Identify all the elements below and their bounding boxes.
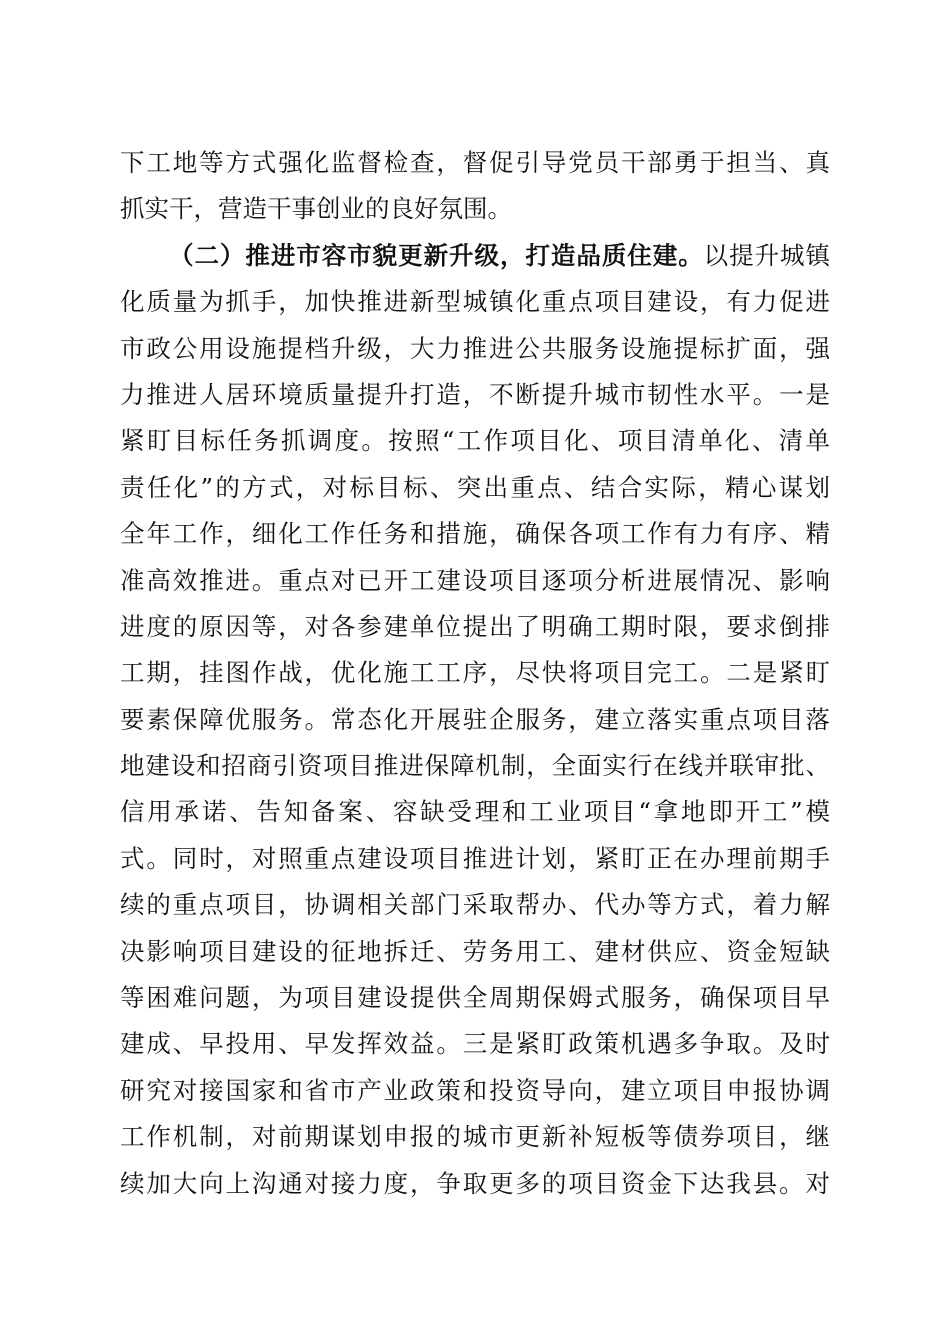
text-line: 信用承诺、告知备案、容缺受理和工业项目“拿地即开工”模: [120, 797, 830, 827]
text-line: 进度的原因等，对各参建单位提出了明确工期时限，要求倒排: [120, 611, 830, 641]
text-line: 续加大向上沟通对接力度，争取更多的项目资金下达我县。对: [120, 1168, 830, 1198]
text-line: 研究对接国家和省市产业政策和投资导向，建立项目申报协调: [120, 1075, 830, 1105]
text-line: 建成、早投用、早发挥效益。三是紧盯政策机遇多争取。及时: [120, 1029, 830, 1059]
text-line: 力推进人居环境质量提升打造，不断提升城市韧性水平。一是: [120, 379, 830, 409]
text-line: 工作机制，对前期谋划申报的城市更新补短板等债券项目，继: [120, 1122, 830, 1152]
text-line: 化质量为抓手，加快推进新型城镇化重点项目建设，有力促进: [120, 287, 830, 317]
text-line: 抓实干，营造干事创业的良好氛围。: [120, 194, 512, 224]
text-line: 准高效推进。重点对已开工建设项目逐项分析进展情况、影响: [120, 565, 830, 595]
text-line: 地建设和招商引资项目推进保障机制，全面实行在线并联审批、: [120, 751, 830, 781]
section-heading: （二）推进市容市貌更新升级，打造品质住建。: [169, 240, 704, 270]
text-line: 市政公用设施提档升级，大力推进公共服务设施提标扩面，强: [120, 333, 830, 363]
text-line-continuation: 以提升城镇: [703, 240, 831, 270]
text-line: 等困难问题，为项目建设提供全周期保姆式服务，确保项目早: [120, 983, 830, 1013]
text-line: 式。同时，对照重点建设项目推进计划，紧盯正在办理前期手: [120, 843, 830, 873]
section-heading-line: [120, 233, 830, 279]
text-line: 工期，挂图作战，优化施工工序，尽快将项目完工。二是紧盯: [120, 658, 830, 688]
text-line: 责任化”的方式，对标目标、突出重点、结合实际，精心谋划: [120, 472, 830, 502]
text-line: 要素保障优服务。常态化开展驻企服务，建立落实重点项目落: [120, 704, 830, 734]
text-line: 全年工作，细化工作任务和措施，确保各项工作有力有序、精: [120, 519, 830, 549]
text-line: 续的重点项目，协调相关部门采取帮办、代办等方式，着力解: [120, 890, 830, 920]
text-line: 下工地等方式强化监督检查，督促引导党员干部勇于担当、真: [120, 148, 830, 177]
text-line: 紧盯目标任务抓调度。按照“工作项目化、项目清单化、清单: [120, 426, 830, 456]
text-line: 决影响项目建设的征地拆迁、劳务用工、建材供应、资金短缺: [120, 936, 830, 966]
document-body: [120, 140, 830, 1207]
